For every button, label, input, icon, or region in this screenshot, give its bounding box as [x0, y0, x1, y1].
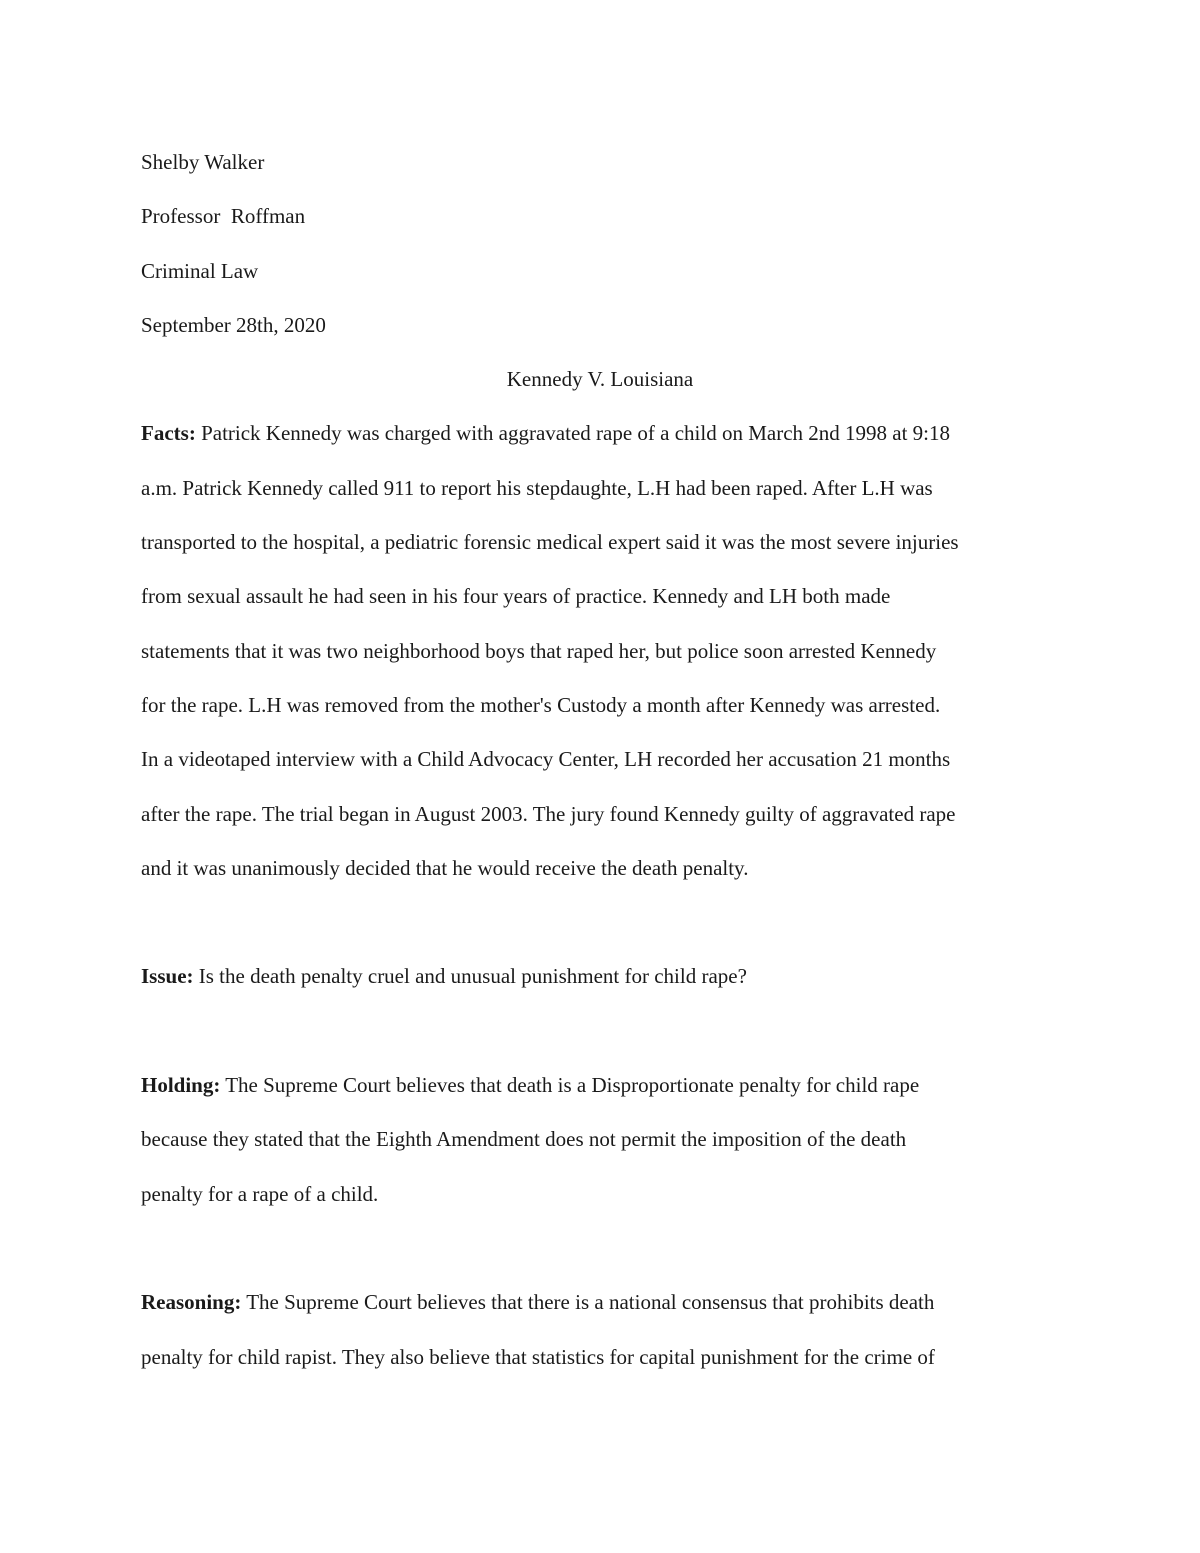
facts-section: [141, 406, 1059, 895]
facts-line: from sexual assault he had seen in his four years of practice. Kennedy and LH both made: [141, 584, 891, 609]
issue-line: [141, 949, 1059, 1003]
facts-line: and it was unanimously decided that he would receive the death penalty.: [141, 855, 749, 880]
facts-label: Facts:: [141, 421, 196, 446]
holding-label: Holding:: [141, 1073, 221, 1098]
section-spacer: [141, 1004, 1059, 1058]
reasoning-line: [141, 1275, 1059, 1329]
document-body: [141, 135, 1059, 1384]
author-name: Shelby Walker: [141, 150, 265, 174]
holding-line: because they stated that the Eighth Amendment does not permit the imposition of the death: [141, 1127, 907, 1152]
reasoning-label: Reasoning:: [141, 1290, 242, 1315]
facts-line: transported to the hospital, a pediatric forensic medical expert said it was the most severe injuries: [141, 530, 959, 555]
section-spacer: [141, 895, 1059, 949]
document-date: September 28th, 2020: [141, 312, 326, 337]
professor-name: Professor Roffman: [141, 204, 306, 229]
holding-text: The Supreme Court believes that death is a Disproportionate penalty for child rape: [220, 1073, 920, 1098]
facts-line: after the rape. The trial began in August 2003. The jury found Kennedy guilty of aggravated rape: [141, 801, 956, 826]
reasoning-line: penalty for child rapist. They also believe that statistics for capital punishment for the crime of: [141, 1344, 935, 1369]
holding-line: [141, 1058, 1059, 1112]
issue-section: [141, 949, 1059, 1003]
facts-line: for the rape. L.H was removed from the mother's Custody a month after Kennedy was arrested.: [141, 692, 941, 717]
section-spacer: [141, 1221, 1059, 1275]
facts-line: a.m. Patrick Kennedy called 911 to report his stepdaughte, L.H had been raped. After L.H was: [141, 475, 933, 500]
facts-line: statements that it was two neighborhood boys that raped her, but police soon arrested Kennedy: [141, 638, 937, 663]
facts-line: In a videotaped interview with a Child Advocacy Center, LH recorded her accusation 21 months: [141, 747, 951, 772]
reasoning-section: [141, 1275, 1059, 1384]
issue-text: Is the death penalty cruel and unusual punishment for child rape?: [193, 964, 747, 989]
reasoning-text: The Supreme Court believes that there is a national consensus that prohibits death: [241, 1290, 935, 1315]
document-title: Kennedy V. Louisiana: [506, 367, 694, 392]
course-name: Criminal Law: [141, 258, 259, 283]
holding-section: [141, 1058, 1059, 1221]
holding-line: penalty for a rape of a child.: [141, 1181, 379, 1206]
facts-line: [141, 406, 1059, 460]
issue-label: Issue:: [141, 964, 194, 989]
facts-text: Patrick Kennedy was charged with aggravated rape of a child on March 2nd 1998 at 9:18: [195, 421, 951, 446]
